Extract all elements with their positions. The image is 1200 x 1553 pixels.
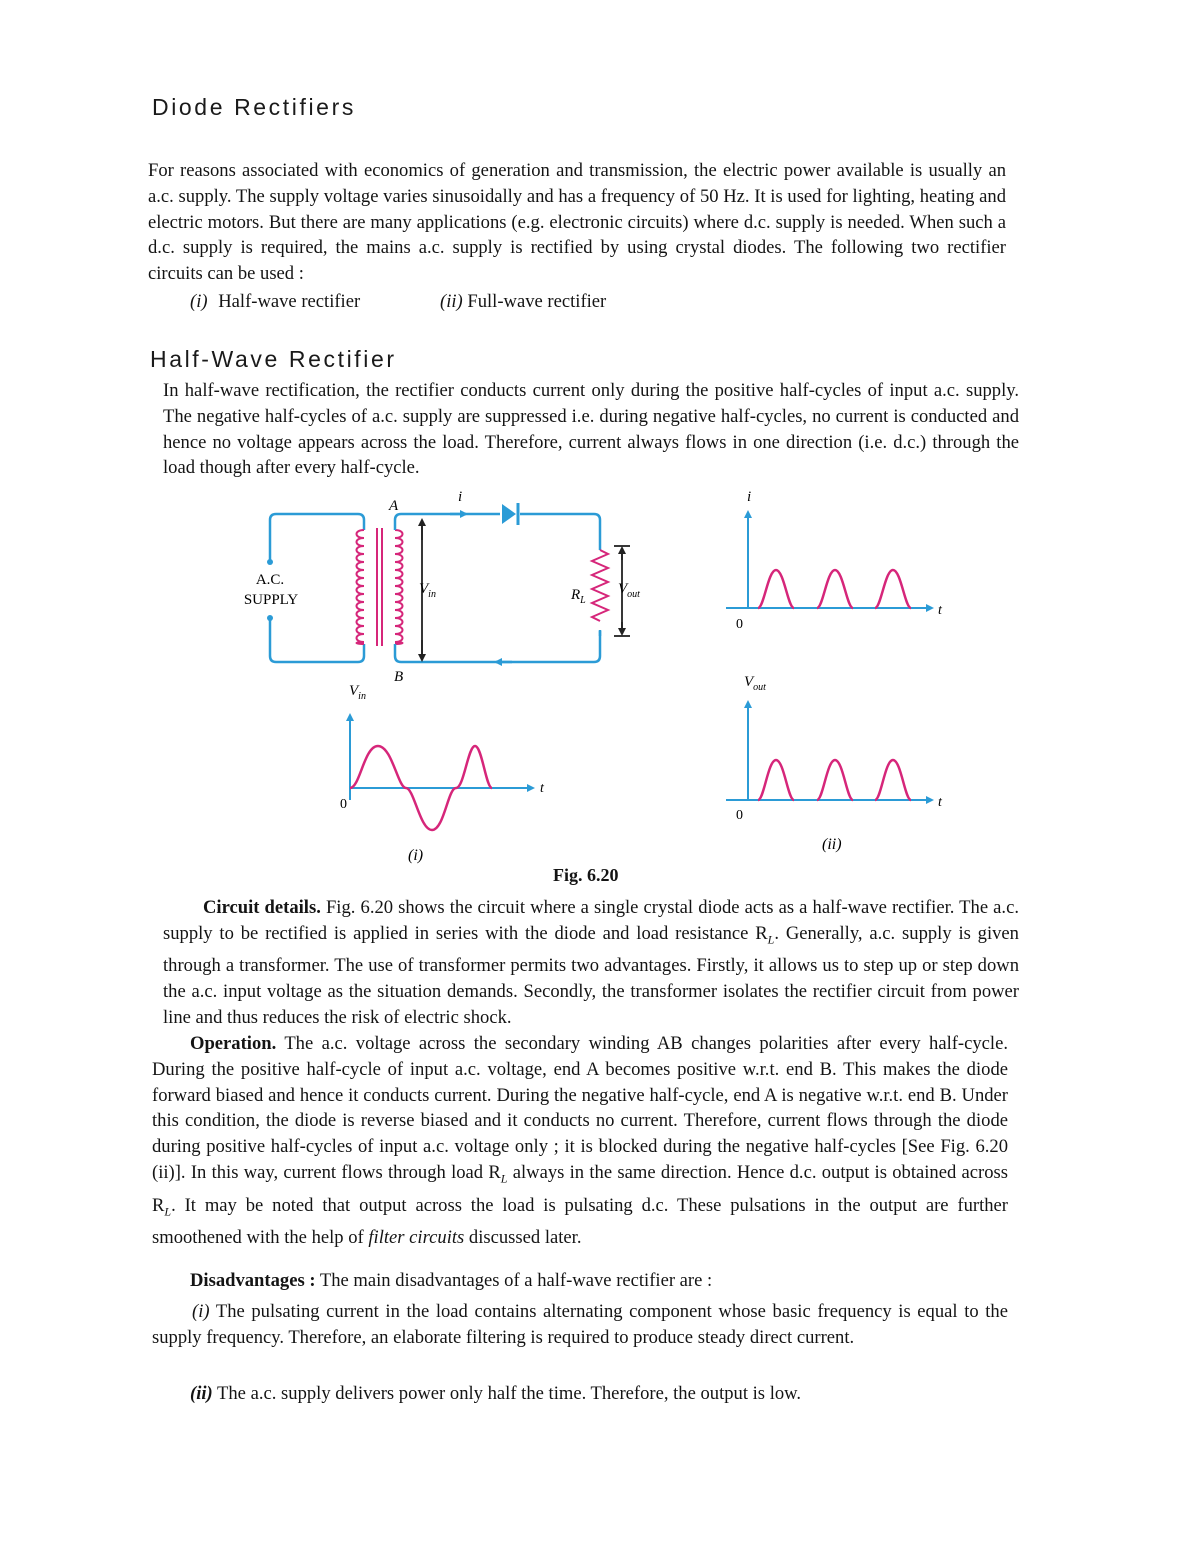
graph-vout (726, 674, 943, 823)
disadvantage-item-2 (152, 1381, 1008, 1407)
operation-italic: filter circuits (368, 1227, 465, 1249)
graph-vin-t: t (540, 781, 544, 796)
circuit-details-text: Fig. 6.20 shows the circuit where a single crystal diode acts as a half-wave rectifier. The a.c. supply to be rectified is applied in series with the diode and load resistance R (163, 897, 1019, 944)
graph-vin-origin: 0 (340, 797, 347, 812)
operation-text2: always in the same direction. Hence d.c. output is obtained across R (152, 1161, 1008, 1216)
graph-vout-origin: 0 (736, 808, 743, 823)
list-text: Full-wave rectifier (467, 291, 607, 312)
circuit-details-text2: . Generally, a.c. supply is given through a transformer. The use of transformer permits two advantages. Firstly, it allows us to step up or step down the a.c. input voltage as the situation demands. Secondly, the transformer isolates the rectifier circuit from power line and thus reduces the risk of electric shock. (163, 922, 1019, 1028)
operation-text3: . It may be noted that output across the load is pulsating d.c. These pulsations in the output are further smoothened with the help of (152, 1194, 1008, 1249)
operation-sub1: L (500, 1171, 508, 1186)
section-title-half-wave: Half-Wave Rectifier (150, 346, 397, 372)
vin-sub: in (428, 589, 436, 600)
list-text: Half-wave rectifier (218, 291, 361, 312)
vout-letter: V (618, 581, 628, 597)
disadvantages-intro-text: The main disadvantages of a half-wave rectifier are : (319, 1270, 713, 1291)
disadvantage-item-1 (152, 1299, 1008, 1351)
primary-coil (357, 530, 365, 644)
list-number: (ii) (440, 291, 463, 312)
rl-label (570, 587, 586, 606)
graph-vout-t: t (938, 795, 942, 810)
operation-paragraph (152, 1031, 1008, 1251)
supply-label-ac: A.C. (255, 572, 285, 588)
disadvantage-number: (ii) (190, 1383, 213, 1404)
graph-current-t: t (938, 603, 942, 618)
diode (502, 503, 518, 525)
operation-sub2: L (164, 1204, 172, 1219)
vout-sub: out (627, 589, 640, 600)
node-b-label: B (394, 669, 404, 685)
load-resistor (592, 550, 608, 621)
subfigure-label-ii: (ii) (822, 836, 842, 853)
subfigure-label-i: (i) (408, 847, 424, 864)
intro-paragraph: For reasons associated with economics of generation and transmission, the electric power available is usually an a.c. supply. The supply voltage varies sinusoidally and has a frequency of 50 Hz. It is used for lighting, heating and electric motors. But there are many applications (e.g. electronic circuits) where d.c. supply is needed. When such a d.c. supply is required, the mains a.c. supply is rectified by using crystal diodes. The following two rectifier circuits can be used : (148, 160, 1006, 285)
operation-text: The a.c. voltage across the secondary winding AB changes polarities after every half-cycle. During the positive half-cycle of input a.c. voltage, end A becomes positive w.r.t. end B. This makes the diode forward biased and hence it conducts current. During the negative half-cycle, end A is negative w.r.t. end B. Under this condition, the diode is reverse biased and it conducts no current. Therefore, current flows through the diode during positive half-cycles of input a.c. voltage only ; it is blocked during the negative half-cycles [See Fig. 6.20 (ii)]. In this way, current flows through load R (152, 1033, 1008, 1183)
terminal-bottom (267, 615, 273, 621)
circuit-details-paragraph (163, 895, 1019, 1031)
list-number: (i) (190, 291, 208, 312)
graph-vout-label: $V_{out}$ (744, 674, 766, 693)
operation-text4: discussed later. (464, 1227, 582, 1249)
graph-vin-label: $V_{in}$ (349, 683, 366, 702)
graph-current-origin: 0 (736, 617, 743, 632)
disadvantage-text: The a.c. supply delivers power only half the time. Therefore, the output is low. (217, 1383, 802, 1404)
circuit-details-heading: Circuit details. (203, 897, 321, 918)
primary-wires (270, 514, 364, 662)
supply-label-supply: SUPPLY (243, 592, 299, 608)
current-label-circuit: i (458, 489, 463, 505)
disadvantages-intro (152, 1268, 1008, 1294)
figure-caption: Fig. 6.20 (553, 865, 619, 885)
section-title-diode-rectifiers: Diode Rectifiers (152, 94, 356, 120)
circuit-details-sub: L (767, 932, 775, 947)
graph-vin (340, 683, 545, 830)
rl-letter: R (571, 587, 581, 603)
operation-heading: Operation. (190, 1033, 277, 1054)
disadvantage-text: The pulsating current in the load contains alternating component whose basic frequency is equal to the supply frequency. Therefore, an elaborate filtering is required to produce steady direct current. (152, 1301, 1008, 1348)
vin-letter: V (419, 581, 429, 597)
disadvantage-number: (i) (192, 1301, 210, 1322)
graph-current (726, 489, 943, 632)
terminal-top (267, 559, 273, 565)
transformer-core (377, 528, 382, 646)
disadvantages-heading: Disadvantages : (190, 1270, 316, 1291)
rl-sub: L (580, 595, 586, 606)
secondary-coil (395, 530, 403, 644)
half-wave-paragraph: In half-wave rectification, the rectifier conducts current only during the positive half-cycles of input a.c. supply. The negative half-cycles of a.c. supply are suppressed i.e. during negative half-cycles, no current is conducted and hence no voltage appears across the load. Therefore, current always flows in one direction (i.e. d.c.) through the load though after every half-cycle. (163, 380, 1019, 479)
graph-current-label: i (747, 489, 752, 505)
node-a-label: A (389, 498, 399, 514)
